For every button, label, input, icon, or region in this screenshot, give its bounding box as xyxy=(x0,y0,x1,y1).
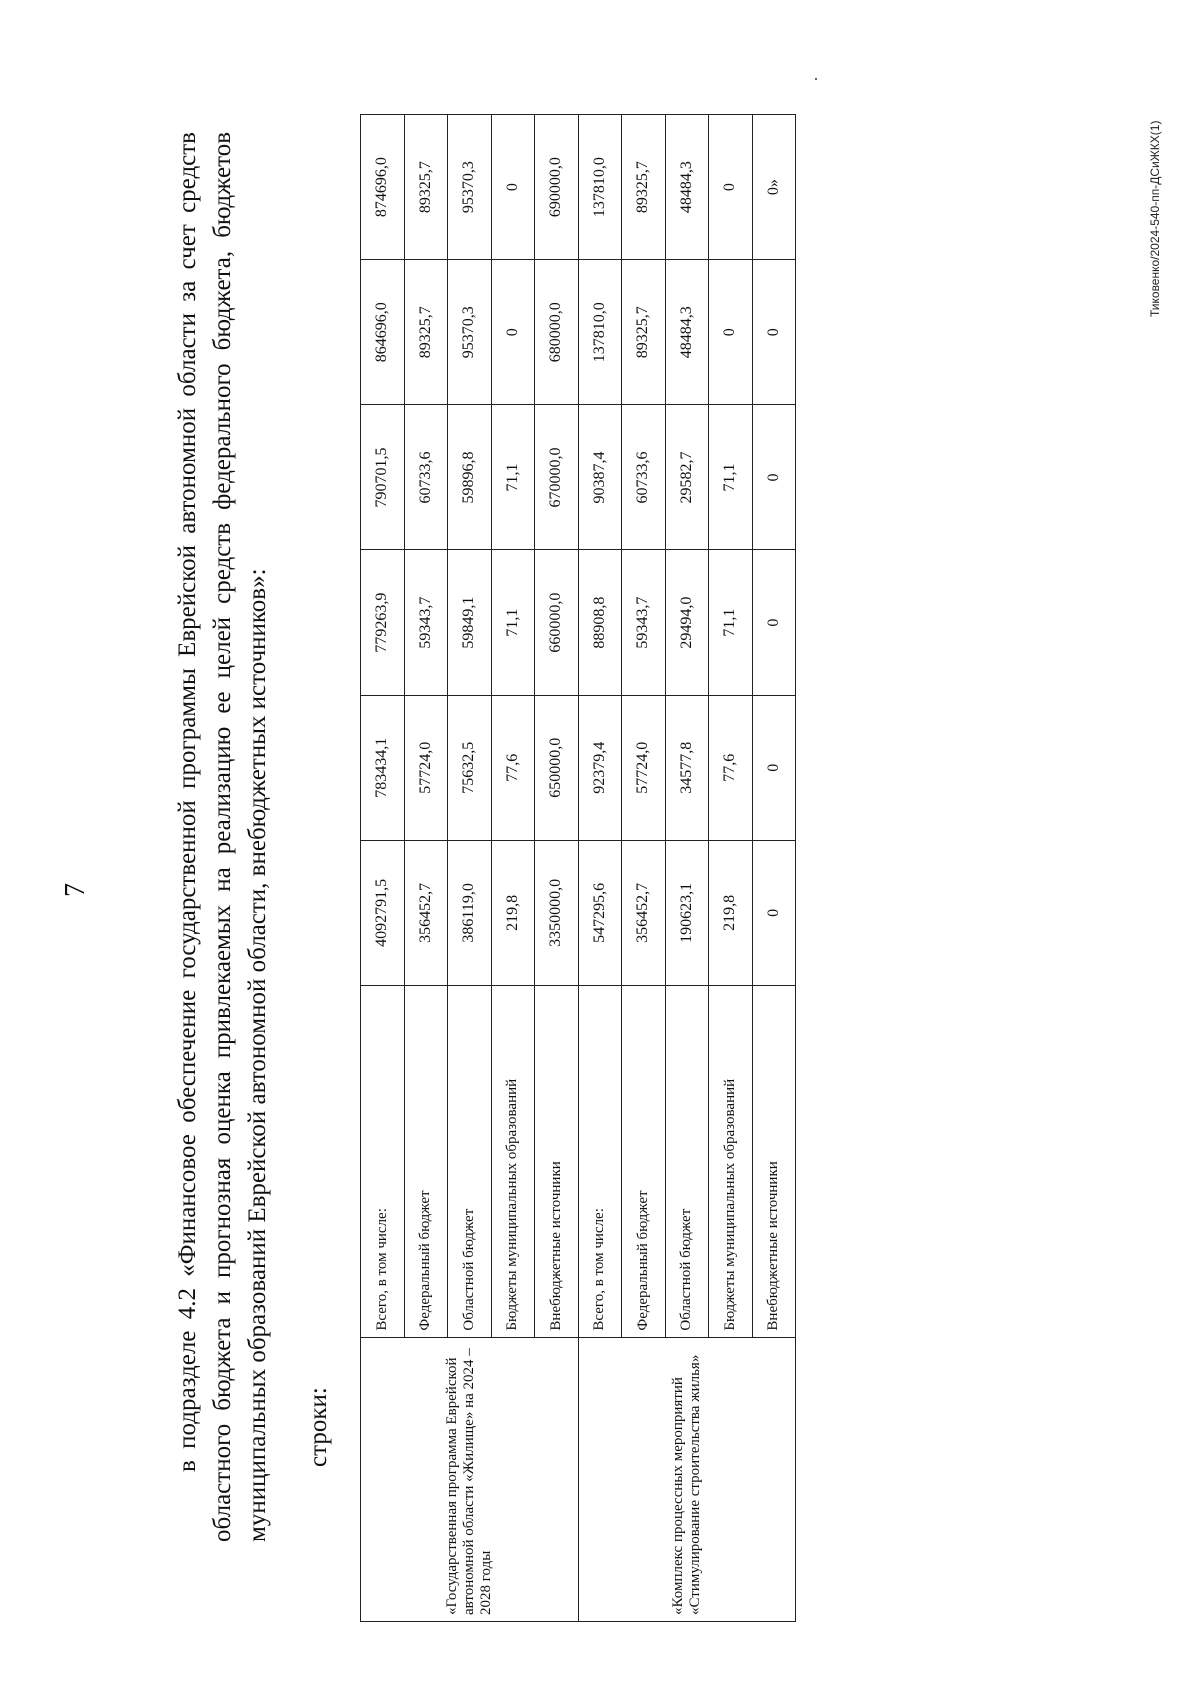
amount-cell: 874696,0 xyxy=(361,115,405,260)
funding-source-cell: Внебюджетные источники xyxy=(752,985,796,1337)
amount-cell: 864696,0 xyxy=(361,260,405,405)
amount-cell: 356452,7 xyxy=(404,840,448,985)
amount-cell: 4092791,5 xyxy=(361,840,405,985)
amount-cell: 790701,5 xyxy=(361,405,405,550)
amount-cell: 57724,0 xyxy=(622,695,666,840)
amount-cell: 0 xyxy=(752,550,796,695)
amount-cell: 0 xyxy=(752,695,796,840)
amount-cell: 59896,8 xyxy=(448,405,492,550)
amount-cell: 89325,7 xyxy=(404,115,448,260)
funding-source-cell: Федеральный бюджет xyxy=(622,985,666,1337)
amount-cell: 0 xyxy=(491,260,535,405)
table-row xyxy=(578,115,622,1622)
amount-cell: 77,6 xyxy=(709,695,753,840)
table-row xyxy=(361,115,405,1622)
amount-cell: 88908,8 xyxy=(578,550,622,695)
amount-cell: 0 xyxy=(491,115,535,260)
amount-cell: 0 xyxy=(752,840,796,985)
amount-cell: 60733,6 xyxy=(622,405,666,550)
amount-cell: 219,8 xyxy=(491,840,535,985)
amount-cell: 90387,4 xyxy=(578,405,622,550)
amount-cell: 660000,0 xyxy=(535,550,579,695)
amount-cell: 71,1 xyxy=(491,405,535,550)
amount-cell: 57724,0 xyxy=(404,695,448,840)
amount-cell: 29582,7 xyxy=(665,405,709,550)
amount-cell: 59849,1 xyxy=(448,550,492,695)
amount-cell: 783434,1 xyxy=(361,695,405,840)
amount-cell: 77,6 xyxy=(491,695,535,840)
amount-cell: 95370,3 xyxy=(448,115,492,260)
amount-cell: 0» xyxy=(752,115,796,260)
amount-cell: 48484,3 xyxy=(665,260,709,405)
amount-cell: 779263,9 xyxy=(361,550,405,695)
amount-cell: 680000,0 xyxy=(535,260,579,405)
amount-cell: 59343,7 xyxy=(404,550,448,695)
funding-source-cell: Внебюджетные источники xyxy=(535,985,579,1337)
amount-cell: 95370,3 xyxy=(448,260,492,405)
amount-cell: 71,1 xyxy=(491,550,535,695)
amount-cell: 3350000,0 xyxy=(535,840,579,985)
intro-paragraph: в подразделе 4.2 «Финансовое обеспечение государственной программы Еврейской автономной области за счет средств областного бюджета и прогнозная оценка привлекаемых на реализацию ее целей средств федерального бюджета, бюджетов муниципальных образований Еврейской автономной области, внебюджетных источников»: xyxy=(174,132,271,1542)
document-code: Тиковенко/2024-540-пп-ДСиЖКХ(1) xyxy=(1148,120,1162,317)
amount-cell: 0 xyxy=(709,115,753,260)
funding-source-cell: Бюджеты муниципальных образований xyxy=(709,985,753,1337)
program-name-cell: «Государственная программа Еврейской автономной области «Жилище» на 2024 – 2028 годы xyxy=(361,1337,579,1621)
amount-cell: 48484,3 xyxy=(665,115,709,260)
amount-cell: 547295,6 xyxy=(578,840,622,985)
amount-cell: 89325,7 xyxy=(622,115,666,260)
rows-label: строки: xyxy=(305,1387,332,1467)
funding-source-cell: Всего, в том числе: xyxy=(361,985,405,1337)
funding-source-cell: Всего, в том числе: xyxy=(578,985,622,1337)
amount-cell: 137810,0 xyxy=(578,115,622,260)
financing-table-body xyxy=(361,115,796,1622)
amount-cell: 137810,0 xyxy=(578,260,622,405)
amount-cell: 190623,1 xyxy=(665,840,709,985)
amount-cell: 650000,0 xyxy=(535,695,579,840)
amount-cell: 356452,7 xyxy=(622,840,666,985)
funding-source-cell: Федеральный бюджет xyxy=(404,985,448,1337)
amount-cell: 60733,6 xyxy=(404,405,448,550)
program-name-cell: «Комплекс процессных мероприятий «Стимулирование строительства жилья» xyxy=(578,1337,796,1621)
amount-cell: 29494,0 xyxy=(665,550,709,695)
amount-cell: 670000,0 xyxy=(535,405,579,550)
amount-cell: 0 xyxy=(752,405,796,550)
amount-cell: 71,1 xyxy=(709,405,753,550)
amount-cell: 219,8 xyxy=(709,840,753,985)
stray-dot xyxy=(815,78,817,80)
amount-cell: 690000,0 xyxy=(535,115,579,260)
amount-cell: 92379,4 xyxy=(578,695,622,840)
amount-cell: 0 xyxy=(709,260,753,405)
financing-table xyxy=(360,114,796,1622)
funding-source-cell: Бюджеты муниципальных образований xyxy=(491,985,535,1337)
amount-cell: 59343,7 xyxy=(622,550,666,695)
amount-cell: 89325,7 xyxy=(622,260,666,405)
funding-source-cell: Областной бюджет xyxy=(448,985,492,1337)
amount-cell: 34577,8 xyxy=(665,695,709,840)
amount-cell: 386119,0 xyxy=(448,840,492,985)
amount-cell: 75632,5 xyxy=(448,695,492,840)
amount-cell: 0 xyxy=(752,260,796,405)
funding-source-cell: Областной бюджет xyxy=(665,985,709,1337)
amount-cell: 71,1 xyxy=(709,550,753,695)
page-number: 7 xyxy=(60,883,91,897)
amount-cell: 89325,7 xyxy=(404,260,448,405)
